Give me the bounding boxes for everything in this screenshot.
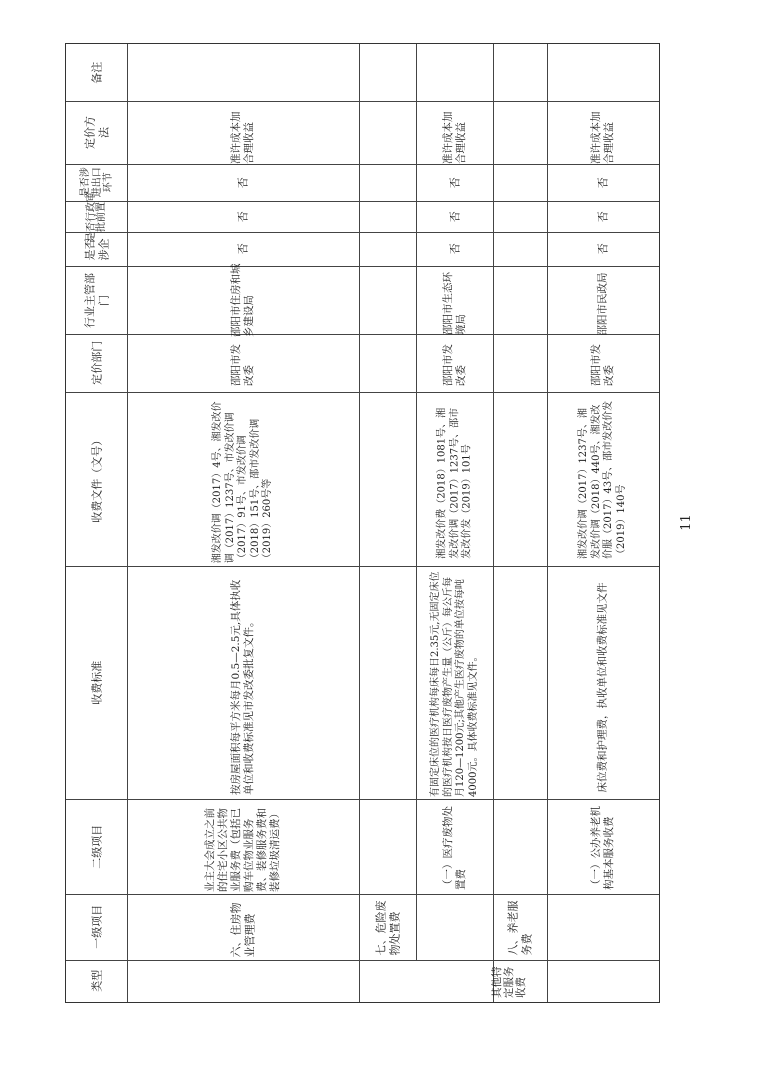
row0-enterprise: 否 [236, 243, 250, 255]
row0-level1-cell [127, 894, 359, 960]
row4-industry: 邵阳市民政局 [596, 272, 609, 335]
row0-level2-cell [127, 799, 359, 894]
header-remark: 备注 [89, 61, 103, 84]
header-level1-cell [66, 894, 127, 960]
row2-admin-cell [416, 201, 493, 232]
row4-enterprise-cell [547, 232, 659, 266]
row2-admin: 否 [447, 211, 461, 222]
row2-file: 湘发改价费（2018）1081号、湘发改价调（2017）1237号、邵市发改价发（2019）101号 [435, 408, 472, 559]
row4-import: 否 [596, 177, 610, 188]
grid-line [127, 960, 128, 1002]
row0-import-cell [127, 164, 359, 201]
row0-dept-cell [127, 334, 359, 392]
row3-level1-cell [493, 894, 547, 960]
row0-method: 准许成本加合理收益 [230, 111, 255, 164]
row4-method: 准许成本加合理收益 [590, 111, 615, 164]
row4-import-cell [547, 164, 659, 201]
header-import: 是否涉进出口环节 [79, 167, 114, 198]
header-level2-cell [66, 799, 127, 894]
row2-dept: 邵阳市发改委 [441, 344, 467, 386]
header-type: 类型 [89, 970, 103, 992]
row0-level2: 业主大会成立之前的住宅小区公共物业服务费（包括已购车位物业服务费、装修服务费和装修垃圾清运费） [204, 807, 281, 892]
header-method: 定价方法 [83, 116, 110, 149]
row2-standard-cell [416, 566, 493, 799]
row0-industry-cell [127, 263, 359, 337]
row0-dept: 邵阳市发改委 [230, 344, 255, 386]
row0-file: 湘发改价调（2017）4号、湘发改价调（2017）1237号、市发改价调（2017）91号、市发改价调（2018）151号、邵市发改价调（2019）260号等 [211, 401, 273, 563]
row0-level1: 六、住房物业管理费 [229, 902, 256, 957]
header-enterprise-cell [66, 232, 127, 266]
header-type-cell [66, 960, 127, 1002]
row0-import: 否 [236, 177, 250, 188]
row1-level1-cell [359, 894, 416, 960]
row0-standard-cell [127, 566, 359, 799]
page-number: 11 [678, 514, 694, 531]
row4-level2-cell [547, 799, 659, 894]
fee-table [65, 43, 660, 1003]
row4-level2: （一）公办养老机构基本服务收费 [590, 805, 615, 890]
row4-dept: 邵阳市发改委 [590, 344, 615, 386]
header-industry-cell [66, 266, 127, 334]
row2-industry: 邵阳市生态环境局 [441, 272, 467, 335]
row2-standard: 有固定床位的医疗机构每床每日2.35元,无固定床位的医疗机构按日医疗废物产生量（公斤）每公斤每月120—1200元;其他产生医疗废物的单位按每吨4000元。具体收费标准见文件。 [429, 571, 478, 797]
header-level1: 一级项目 [89, 905, 103, 949]
row4-file-cell [547, 392, 659, 566]
row0-file-cell [127, 392, 359, 566]
row0-admin: 否 [236, 211, 250, 222]
header-standard: 收费标准 [89, 660, 103, 705]
row4-admin: 否 [596, 211, 610, 222]
header-dept-cell [66, 334, 127, 392]
row2-industry-cell [416, 266, 493, 334]
header-dept: 定价部门 [89, 341, 103, 385]
header-industry: 行业主管部门 [83, 272, 110, 328]
row0-enterprise-cell [127, 232, 359, 266]
header-method-cell [66, 101, 127, 164]
row2-import: 否 [447, 177, 461, 188]
row2-enterprise: 否 [447, 243, 461, 255]
header-standard-cell [66, 566, 127, 799]
row2-method-cell [416, 101, 493, 164]
grid-line [359, 44, 360, 1002]
row2-level2-cell [416, 799, 493, 894]
row4-standard-cell [547, 566, 659, 799]
row1-level1: 七、危险废物处置费 [374, 900, 401, 955]
row0-admin-cell [127, 201, 359, 232]
row3-level1: 八、养老服务费 [506, 900, 533, 955]
header-admin: 是否行政审批前置 [85, 191, 107, 242]
row4-standard: 床位费和护理费，执收单位和收费标准见文件 [596, 582, 609, 793]
row4-industry-cell [547, 266, 659, 334]
row2-level2: （一）医疗废物处置费 [441, 805, 467, 890]
row0-industry: 邵阳市住房和城乡建设局 [230, 263, 255, 337]
row4-enterprise: 否 [596, 243, 610, 255]
row0-standard: 按房屋面积每平方米每月0.5—2.5元,具体执收单位和收费标准见市发改委批复文件。 [230, 579, 255, 795]
header-remark-cell [66, 44, 127, 101]
row2-enterprise-cell [416, 232, 493, 266]
header-enterprise: 是否涉企 [83, 238, 110, 260]
row4-dept-cell [547, 334, 659, 392]
header-file: 收费文件（文号） [89, 435, 103, 523]
type-cell [359, 960, 659, 1002]
header-level2: 二级项目 [89, 824, 103, 869]
row0-method-cell [127, 101, 359, 164]
row4-admin-cell [547, 201, 659, 232]
row4-file: 湘发改价调（2017）1237号、湘发改价调（2018）440号、湘发改价服（2017）43号、邵市发改价发（2019）140号 [578, 400, 627, 559]
header-admin-cell [66, 191, 127, 242]
header-file-cell [66, 392, 127, 566]
row2-import-cell [416, 164, 493, 201]
row4-method-cell [547, 101, 659, 164]
type-label: 其他特定服务收费 [491, 966, 527, 998]
row2-method: 准许成本加合理收益 [441, 111, 467, 164]
row2-file-cell [416, 392, 493, 566]
grid-line [493, 44, 494, 1002]
grid-line [416, 894, 417, 960]
row2-dept-cell [416, 334, 493, 392]
